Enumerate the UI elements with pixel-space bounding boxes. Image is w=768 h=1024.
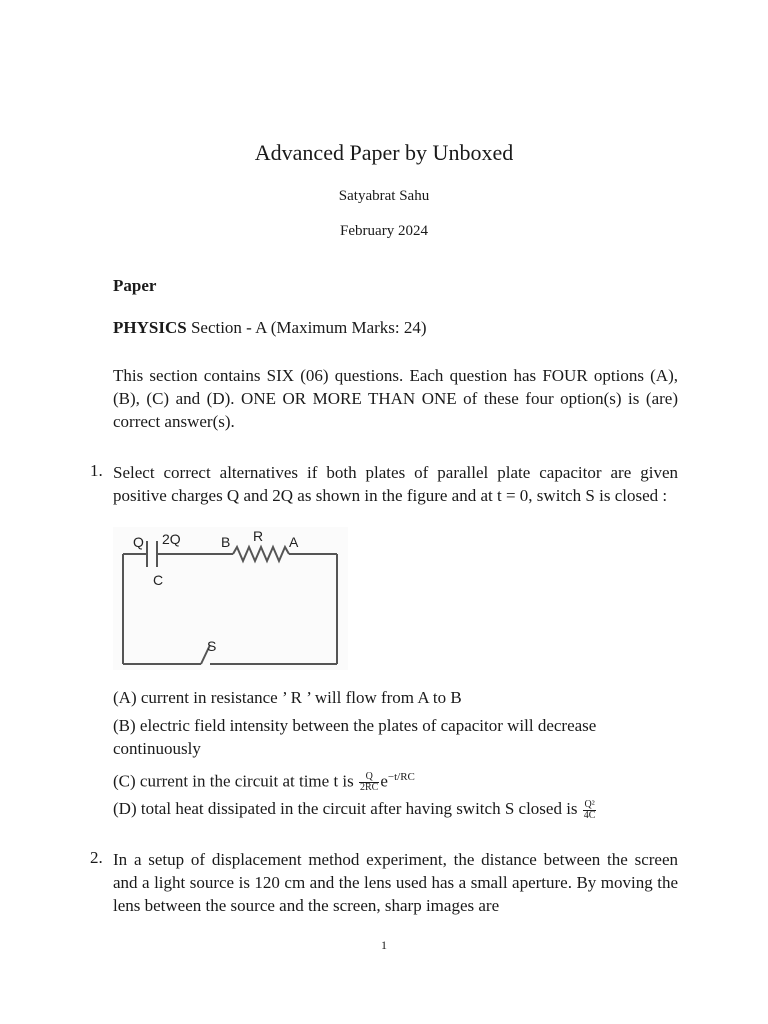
label-b: B (221, 534, 231, 550)
question-1-number: 1. (90, 461, 103, 480)
option-c-denominator: 2RC (360, 782, 379, 794)
option-a: (A) current in resistance ’ R ’ will flow from A to B (113, 688, 462, 707)
option-c-exp-base: e (380, 771, 388, 791)
option-c-exponent: −t/RC (387, 771, 415, 783)
circuit-diagram (113, 527, 348, 670)
option-d (113, 797, 678, 821)
label-s: S (207, 638, 217, 654)
option-c (113, 766, 678, 793)
option-d-numerator: Q² (584, 798, 595, 810)
option-d-denominator: 4C (583, 809, 596, 821)
option-d-fraction (583, 800, 597, 821)
option-c-fraction (359, 772, 379, 793)
option-c-numerator: Q (359, 772, 379, 783)
question-1-text: Select correct alternatives if both plates of parallel plate capacitor are given positive charges Q and 2Q as shown in the figure and at t = 0, switch S is closed : (113, 463, 678, 505)
paper-date: February 2024 (340, 223, 428, 239)
section-instructions: This section contains SIX (06) questions. Each question has FOUR options (A), (B), (C) and (D). ONE OR MORE THAN ONE of these four option(s) is (are) correct answer(s). (113, 366, 678, 431)
question-2-number: 2. (90, 848, 103, 867)
label-2q: 2Q (162, 531, 181, 547)
subject-label: PHYSICS (113, 318, 187, 337)
question-2-text: In a setup of displacement method experiment, the distance between the screen and a light source is 120 cm and the lens used has a small aperture. By moving the lens between the source and the screen, sharp images are (113, 850, 678, 915)
option-b: (B) electric field intensity between the plates of capacitor will decrease continuously (113, 716, 597, 758)
section-marks: Section - A (Maximum Marks: 24) (190, 318, 427, 337)
section-heading: Paper (113, 276, 157, 295)
author-name: Satyabrat Sahu (338, 188, 430, 204)
label-q: Q (133, 534, 144, 550)
option-d-text: (D) total heat dissipated in the circuit after having switch S closed is (113, 799, 578, 818)
label-a: A (289, 534, 299, 550)
label-r: R (253, 528, 264, 544)
paper-title: Advanced Paper by Unboxed (254, 140, 514, 165)
label-c: C (153, 572, 164, 588)
page-number: 1 (381, 938, 387, 952)
section-line (113, 318, 427, 338)
option-c-text: (C) current in the circuit at time t is (113, 771, 354, 791)
